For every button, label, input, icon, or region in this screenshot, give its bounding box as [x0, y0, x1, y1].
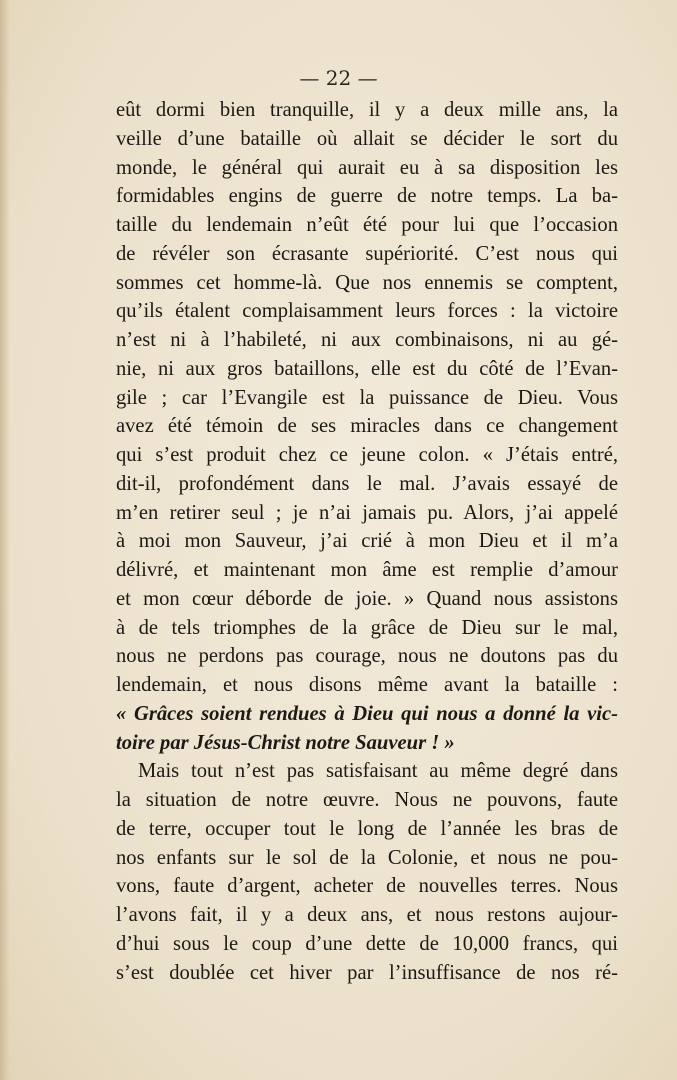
text-line: nous ne perdons pas courage, nous ne doutons pas du [116, 645, 618, 668]
quote-line: « Grâces soient rendues à Dieu qui nous a donné la vic- [116, 702, 618, 725]
text-line: m’en retirer seul ; je n’ai jamais pu. Alors, j’ai appelé [116, 501, 618, 524]
text-line: nos enfants sur le sol de la Colonie, et nous ne pou- [116, 846, 618, 869]
text-line: dit-il, profondément dans le mal. J’avais essayé de [116, 472, 618, 495]
text-line: formidables engins de guerre de notre temps. La ba- [116, 185, 618, 208]
text-line: eût dormi bien tranquille, il y a deux mille ans, la [116, 99, 618, 121]
text-line: vons, faute d’argent, acheter de nouvelles terres. Nous [116, 875, 618, 898]
text-line: taille du lendemain n’eût été pour lui que l’occasion [116, 214, 618, 236]
text-line: de révéler son écrasante supériorité. C’est nous qui [116, 242, 618, 265]
text-line: veille d’une bataille où allait se décider le sort du [116, 127, 618, 150]
text-line: la situation de notre œuvre. Nous ne pouvons, faute [116, 789, 618, 811]
text-line: nie, ni aux gros bataillons, elle est du côté de l’Evan- [116, 357, 618, 380]
page-number: — 22 — [299, 66, 378, 90]
text-line: monde, le général qui aurait eu à sa disposition les [116, 156, 618, 179]
paragraph-start-line: Mais tout n’est pas satisfaisant au même degré dans [138, 760, 618, 783]
text-line: qui s’est produit chez ce jeune colon. « J’étais entré, [116, 444, 618, 466]
text-line: avez été témoin de ses miracles dans ce changement [116, 415, 618, 438]
text-line: à de tels triomphes de la grâce de Dieu sur le mal, [116, 616, 618, 639]
body-text [116, 96, 618, 987]
text-line: d’hui sous le coup d’une dette de 10,000 francs, qui [116, 932, 618, 955]
text-line: lendemain, et nous disons même avant la bataille : [116, 674, 618, 696]
text-line: à moi mon Sauveur, j’ai crié à mon Dieu et il m’a [116, 530, 618, 553]
text-line: qu’ils étalent complaisamment leurs forces : la victoire [116, 300, 618, 323]
text-line: n’est ni à l’habileté, ni aux combinaisons, ni au gé- [116, 329, 618, 351]
text-line: sommes cet homme-là. Que nos ennemis se comptent, [116, 271, 618, 294]
text-line: gile ; car l’Evangile est la puissance de Dieu. Vous [116, 386, 618, 409]
page-binding-shadow [0, 0, 10, 1080]
text-line: s’est doublée cet hiver par l’insuffisance de nos ré- [116, 961, 618, 984]
text-line: l’avons fait, il y a deux ans, et nous restons aujour- [116, 904, 618, 926]
text-line: de terre, occuper tout le long de l’année les bras de [116, 817, 618, 840]
text-line: et mon cœur déborde de joie. » Quand nous assistons [116, 587, 618, 610]
quote-line: toire par Jésus-Christ notre Sauveur ! » [116, 731, 455, 754]
text-line: délivré, et maintenant mon âme est remplie d’amour [116, 559, 618, 581]
